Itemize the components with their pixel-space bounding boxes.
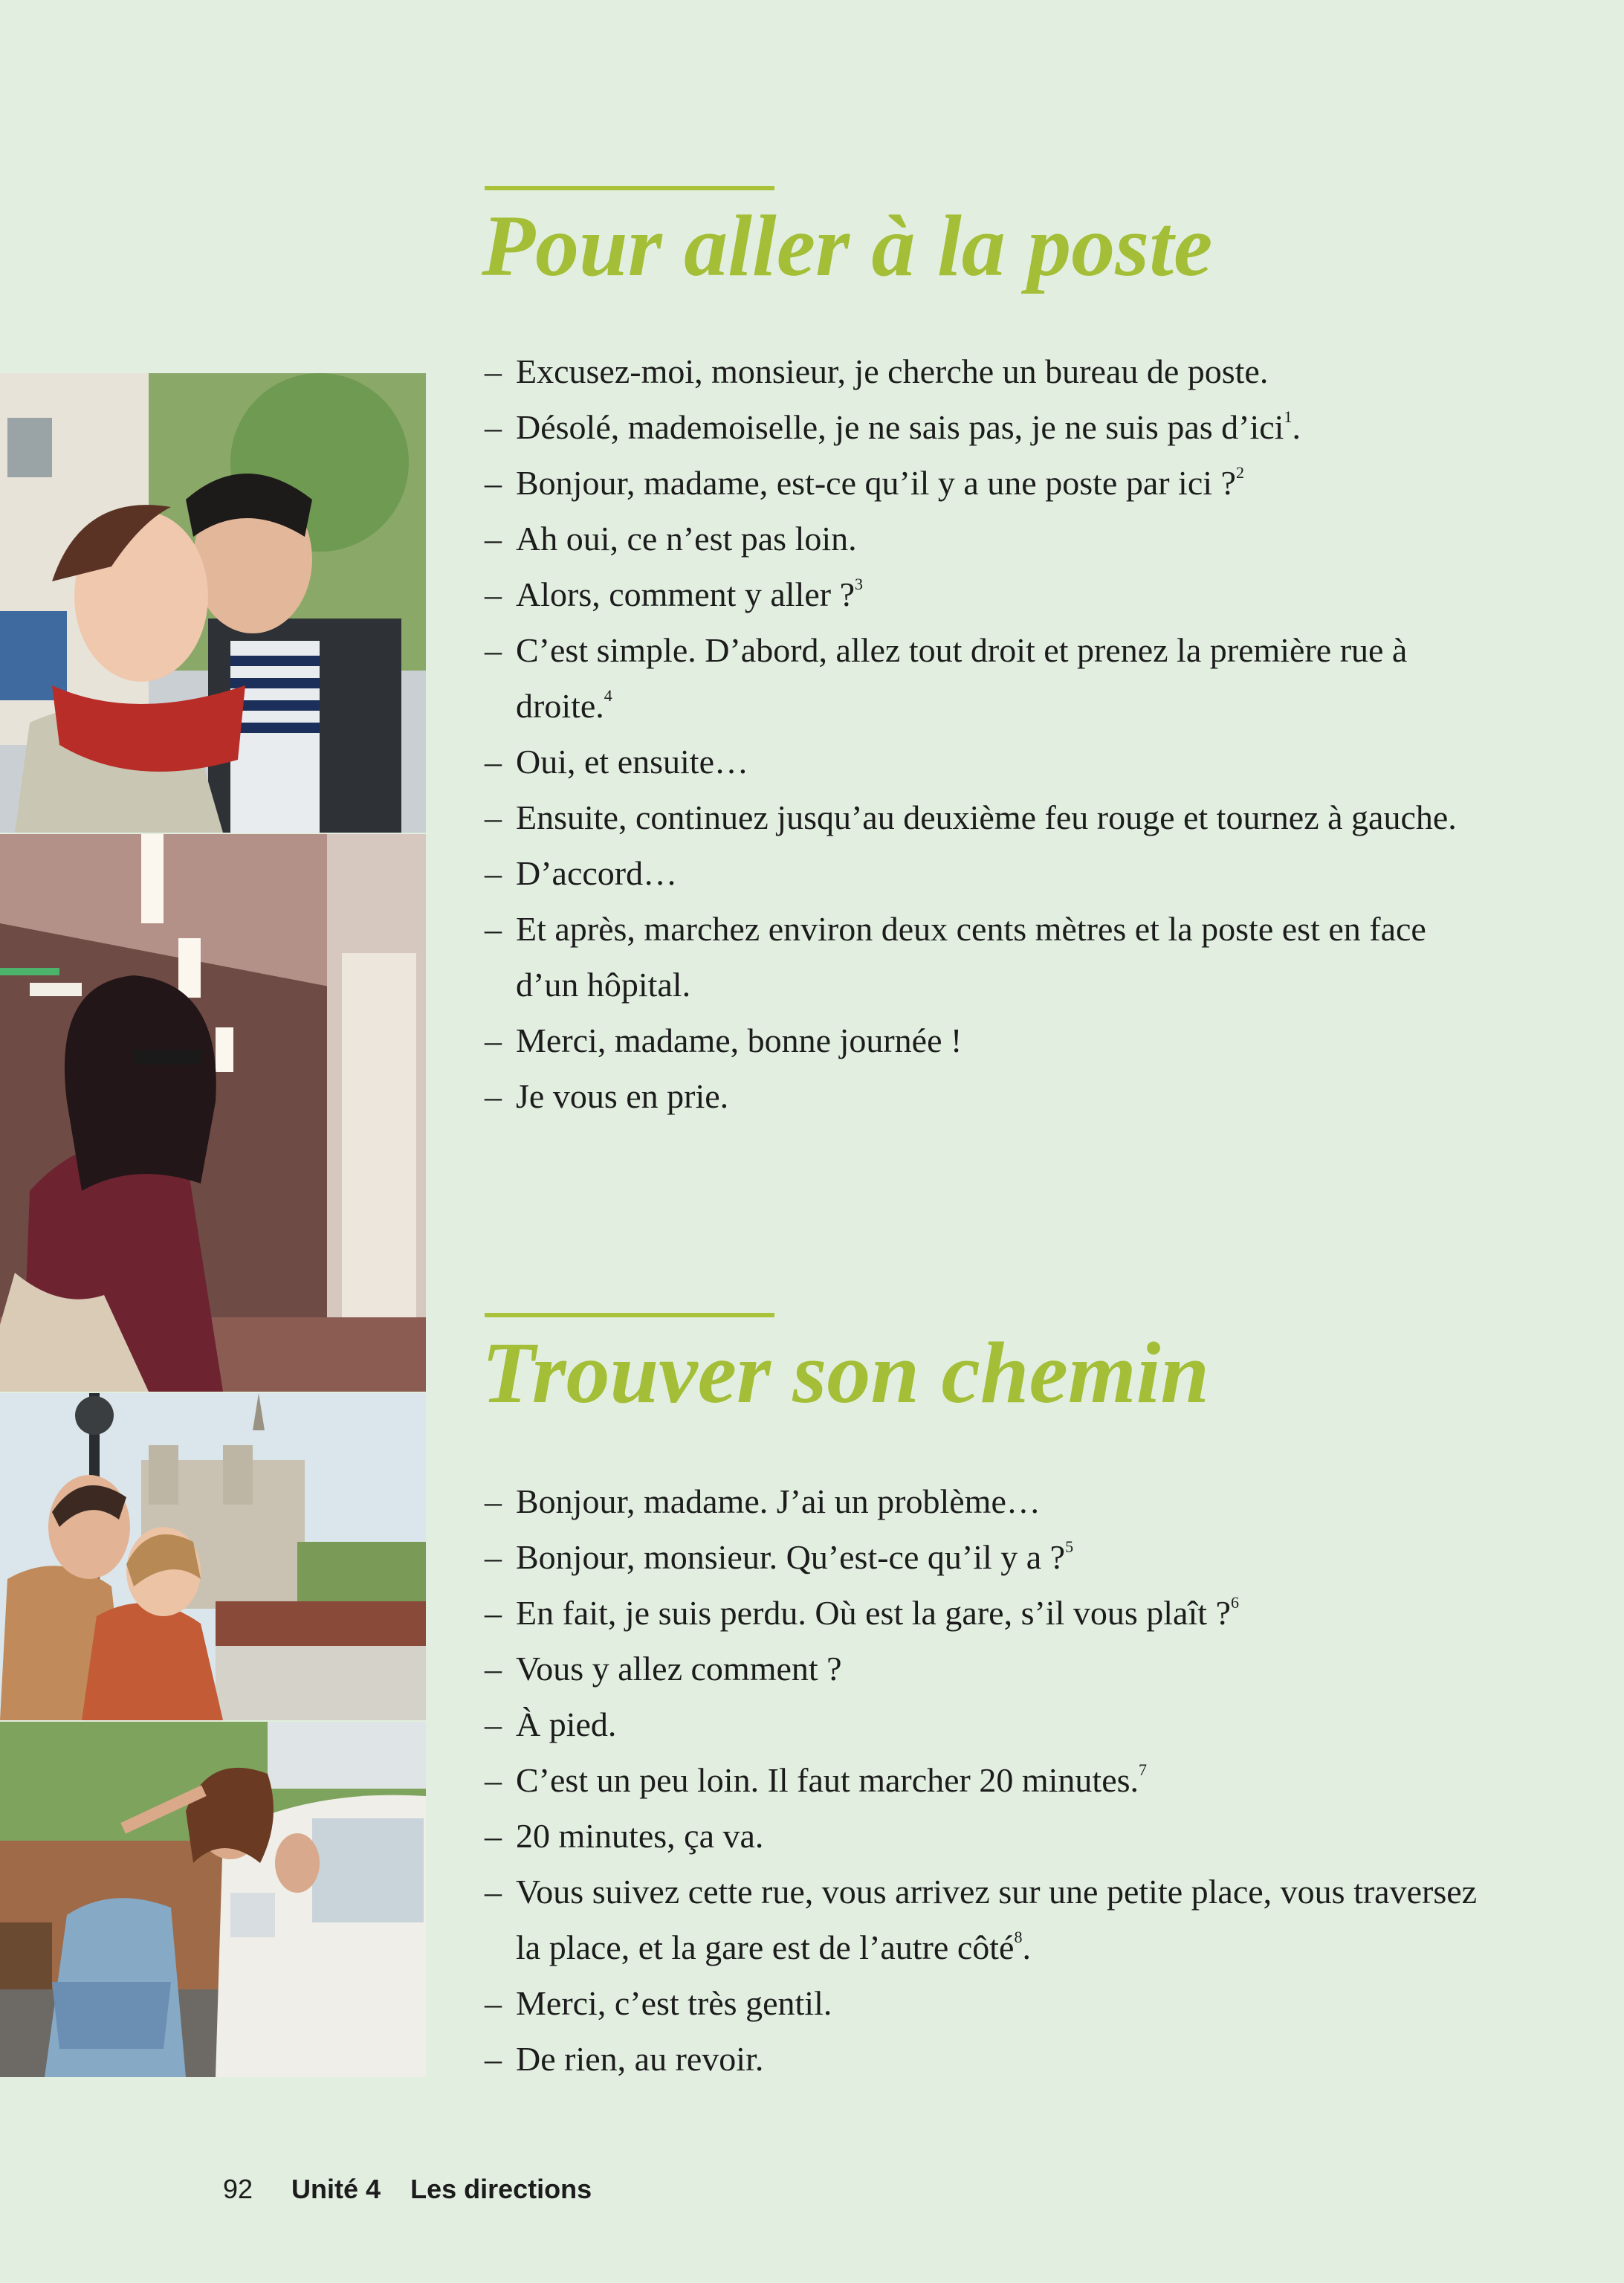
dialogue-dash: – xyxy=(485,2040,502,2078)
dialogue-dash: – xyxy=(485,464,502,502)
dialogue-line xyxy=(485,1808,1488,1864)
dialogue-line xyxy=(485,455,1488,511)
dialogue-dash: – xyxy=(485,408,502,446)
dialogue-list xyxy=(485,343,1488,1124)
footnote-marker: 2 xyxy=(1235,463,1244,482)
footnote-marker: 5 xyxy=(1065,1537,1074,1556)
dialogue-line xyxy=(485,622,1488,734)
dialogue-line xyxy=(485,901,1488,1013)
dialogue-dash: – xyxy=(485,854,502,892)
section-title: Pour aller à la poste xyxy=(482,197,1213,294)
dialogue-dash: – xyxy=(485,631,502,669)
dialogue-dash: – xyxy=(485,520,502,558)
dialogue-line xyxy=(485,399,1488,455)
dialogue-line xyxy=(485,1641,1488,1696)
dialogue-list xyxy=(485,1473,1488,2087)
dialogue-text: À pied. xyxy=(516,1705,617,1743)
dialogue-dash: – xyxy=(485,1077,502,1115)
footnote-marker: 1 xyxy=(1284,407,1293,426)
dialogue-punctuation: . xyxy=(1022,1928,1031,1966)
footnote-marker: 4 xyxy=(604,686,612,705)
dialogue-line xyxy=(485,1975,1488,2031)
dialogue-text: Vous suivez cette rue, vous arrivez sur une petite place, vous traversez la place, et la gare est de l’autre côté xyxy=(516,1873,1478,1966)
dialogue-dash: – xyxy=(485,1021,502,1059)
dialogue-text: Excusez-moi, monsieur, je cherche un bureau de poste. xyxy=(516,352,1269,390)
page-footer xyxy=(223,2174,592,2205)
section-rule xyxy=(485,1313,774,1317)
dialogue-line xyxy=(485,845,1488,901)
dialogue-line xyxy=(485,1013,1488,1068)
dialogue-line xyxy=(485,789,1488,845)
dialogue-line xyxy=(485,2031,1488,2087)
dialogue-line xyxy=(485,1529,1488,1585)
dialogue-text: C’est un peu loin. Il faut marcher 20 minutes. xyxy=(516,1761,1139,1799)
dialogue-line xyxy=(485,1585,1488,1641)
unit-label: Unité 4 xyxy=(291,2174,381,2204)
dialogue-text: Désolé, mademoiselle, je ne sais pas, je ne suis pas d’ici xyxy=(516,408,1284,446)
dialogue-dash: – xyxy=(485,1984,502,2022)
dialogue-text: Merci, c’est très gentil. xyxy=(516,1984,832,2022)
dialogue-line xyxy=(485,1696,1488,1752)
section-title: Trouver son chemin xyxy=(482,1324,1210,1421)
dialogue-dash: – xyxy=(485,1705,502,1743)
dialogue-line xyxy=(485,734,1488,789)
dialogue-line xyxy=(485,1752,1488,1808)
dialogue-dash: – xyxy=(485,1538,502,1576)
footnote-marker: 7 xyxy=(1139,1760,1148,1779)
photo-woman-reading-map xyxy=(0,834,426,1392)
dialogue-text: Et après, marchez environ deux cents mètres et la poste est en face d’un hôpital. xyxy=(516,910,1426,1004)
dialogue-text: Bonjour, monsieur. Qu’est-ce qu’il y a ? xyxy=(516,1538,1066,1576)
dialogue-text: Bonjour, madame, est-ce qu’il y a une poste par ici ? xyxy=(516,464,1236,502)
dialogue-text: De rien, au revoir. xyxy=(516,2040,764,2078)
dialogue-text: Ah oui, ce n’est pas loin. xyxy=(516,520,857,558)
dialogue-text: 20 minutes, ça va. xyxy=(516,1817,764,1855)
dialogue-text: Oui, et ensuite… xyxy=(516,743,748,781)
dialogue-line xyxy=(485,343,1488,399)
dialogue-dash: – xyxy=(485,1761,502,1799)
dialogue-punctuation: . xyxy=(1292,408,1301,446)
photo-couple-in-city xyxy=(0,373,426,833)
dialogue-dash: – xyxy=(485,1594,502,1632)
dialogue-text: Ensuite, continuez jusqu’au deuxième feu rouge et tournez à gauche. xyxy=(516,798,1457,836)
footnote-marker: 3 xyxy=(855,575,864,593)
section-rule xyxy=(485,186,774,190)
dialogue-text: En fait, je suis perdu. Où est la gare, s’il vous plaît ? xyxy=(516,1594,1231,1632)
dialogue-dash: – xyxy=(485,1482,502,1520)
dialogue-dash: – xyxy=(485,1650,502,1688)
dialogue-dash: – xyxy=(485,743,502,781)
dialogue-line xyxy=(485,511,1488,566)
page-number: 92 xyxy=(223,2174,253,2204)
dialogue-line xyxy=(485,1864,1488,1975)
dialogue-text: Bonjour, madame. J’ai un problème… xyxy=(516,1482,1041,1520)
footnote-marker: 6 xyxy=(1230,1593,1239,1612)
dialogue-text: Vous y allez comment ? xyxy=(516,1650,842,1688)
footnote-marker: 8 xyxy=(1014,1928,1023,1946)
dialogue-dash: – xyxy=(485,1817,502,1855)
dialogue-text: Alors, comment y aller ? xyxy=(516,575,855,613)
unit-topic: Les directions xyxy=(410,2174,592,2204)
dialogue-text: D’accord… xyxy=(516,854,678,892)
dialogue-line xyxy=(485,566,1488,622)
dialogue-line xyxy=(485,1473,1488,1529)
dialogue-dash: – xyxy=(485,575,502,613)
photo-couple-near-notre-dame xyxy=(0,1393,426,1720)
dialogue-dash: – xyxy=(485,352,502,390)
dialogue-dash: – xyxy=(485,798,502,836)
dialogue-dash: – xyxy=(485,1873,502,1911)
photo-woman-hitchhiking xyxy=(0,1722,426,2077)
dialogue-text: Merci, madame, bonne journée ! xyxy=(516,1021,963,1059)
dialogue-dash: – xyxy=(485,910,502,948)
dialogue-text: C’est simple. D’abord, allez tout droit et prenez la première rue à droite. xyxy=(516,631,1408,725)
dialogue-line xyxy=(485,1068,1488,1124)
dialogue-text: Je vous en prie. xyxy=(516,1077,729,1115)
